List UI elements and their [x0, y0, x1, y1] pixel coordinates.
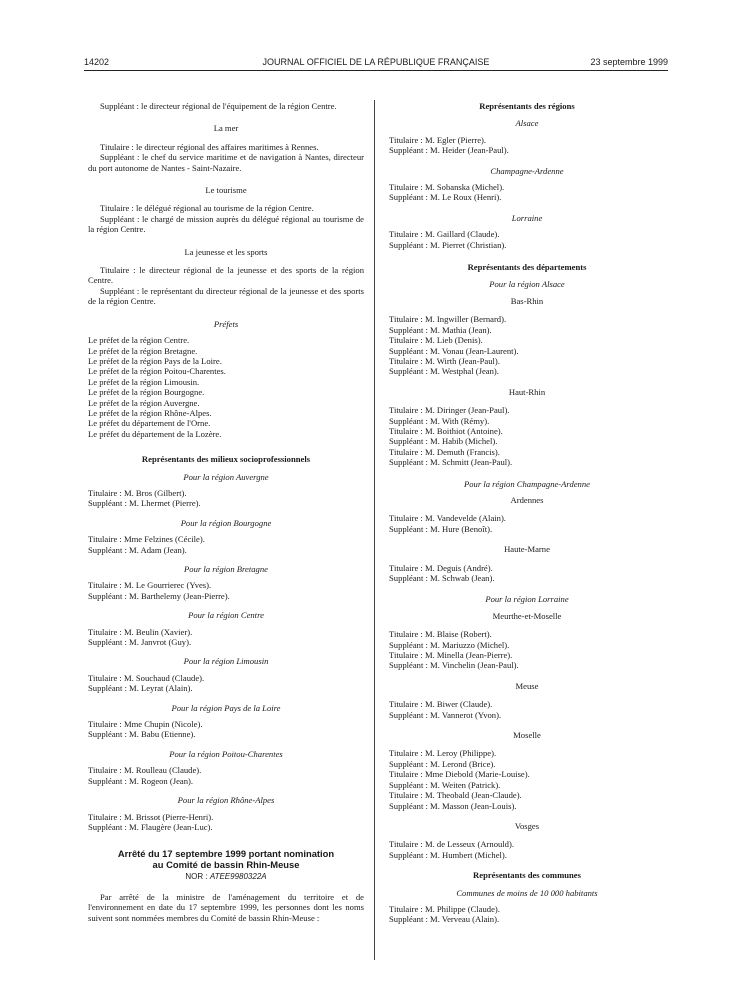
- paragraph: Titulaire : le directeur régional de la jeunesse et des sports de la région Centre.: [88, 265, 364, 286]
- list-item: Suppléant : M. Vannerot (Yvon).: [389, 709, 502, 720]
- list-item: Le préfet de la région Auvergne.: [88, 397, 200, 408]
- page-header: [84, 57, 668, 71]
- list-item: Titulaire : M. Beulin (Xavier).: [88, 626, 193, 637]
- list-item: Titulaire : M. Sobanska (Michel).: [389, 182, 505, 193]
- right-column: [389, 101, 665, 925]
- list-item: Suppléant : M. Humbert (Michel).: [389, 849, 507, 860]
- list-item: Suppléant : M. Verveau (Alain).: [389, 914, 500, 925]
- list-item: Titulaire : M. Biwer (Claude).: [389, 699, 493, 710]
- section-heading-milieux: Représentants des milieux socioprofessionnels: [141, 454, 311, 465]
- group-title: Pour la région Pays de la Loire: [171, 702, 281, 713]
- section-heading-prefets: Préfets: [213, 318, 239, 329]
- list-item: Le préfet de la région Poitou-Charentes.: [88, 366, 226, 377]
- list-item: Suppléant : M. Lerond (Brice).: [389, 758, 496, 769]
- list-item: Titulaire : M. Deguis (André).: [389, 562, 493, 573]
- list-item: Suppléant : M. Mariuzzo (Michel).: [389, 639, 510, 650]
- department-name: Haut-Rhin: [508, 386, 546, 397]
- list-item: Titulaire : M. Blaise (Robert).: [389, 629, 492, 640]
- left-column: [88, 101, 364, 923]
- list-item: Suppléant : M. Heider (Jean-Paul).: [389, 145, 509, 156]
- paragraph: Suppléant : le chef du service maritime et de navigation à Nantes, directeur du port autonome de Nantes - Saint-Nazaire.: [88, 152, 364, 173]
- list-item: Titulaire : M. Le Gourrierec (Yves).: [88, 580, 212, 591]
- department-name: Vosges: [514, 820, 540, 831]
- list-item: Titulaire : Mme Felzines (Cécile).: [88, 534, 205, 545]
- list-item: Suppléant : M. Babu (Etienne).: [88, 729, 196, 740]
- list-item: Titulaire : M. Souchaud (Claude).: [88, 672, 205, 683]
- list-item: Le préfet de la région Bretagne.: [88, 345, 198, 356]
- section-heading-mer: La mer: [213, 123, 239, 134]
- nor-code: ATEE9980322A: [209, 872, 267, 882]
- department-name: Haute-Marne: [504, 544, 550, 555]
- list-item: Suppléant : M. Janvrot (Guy).: [88, 637, 192, 648]
- intro-paragraph: Suppléant : le directeur régional de l'équipement de la région Centre.: [100, 101, 337, 111]
- list-item: Titulaire : M. Leroy (Philippe).: [389, 748, 497, 759]
- list-item: Titulaire : Mme Chupin (Nicole).: [88, 719, 203, 730]
- list-item: Suppléant : M. Vinchelin (Jean-Paul).: [389, 660, 519, 671]
- list-item: Titulaire : M. Bros (Gilbert).: [88, 487, 187, 498]
- group-title: Communes de moins de 10 000 habitants: [456, 887, 598, 898]
- department-name: Meurthe-et-Moselle: [492, 610, 562, 621]
- list-item: Titulaire : M. Demuth (Francis).: [389, 446, 500, 457]
- group-title: Pour la région Rhône-Alpes: [177, 795, 275, 806]
- arrete-title-line: Arrêté du 17 septembre 1999 portant nomination: [117, 848, 335, 860]
- page-number: 14202: [84, 57, 110, 67]
- section-heading-regions: Représentants des régions: [479, 101, 575, 111]
- arrete-body: Par arrêté de la ministre de l'aménagement du territoire et de l'environnement en date du 17 septembre 1999, les personnes dont les noms suivent sont nommées membres du Comité de bassin Rhin-Meuse :: [88, 891, 364, 923]
- group-title: Pour la région Alsace: [489, 279, 565, 290]
- list-item: Le préfet de la région Centre.: [88, 335, 190, 346]
- paragraph: Suppléant : le représentant du directeur régional de la jeunesse et des sports de la région Centre.: [88, 285, 364, 307]
- list-item: Titulaire : M. Lieb (Denis).: [389, 335, 483, 346]
- issue-date: 23 septembre 1999: [590, 57, 668, 67]
- list-item: Suppléant : M. Le Roux (Henri).: [389, 192, 502, 203]
- paragraph: Suppléant : le chargé de mission auprès du délégué régional au tourisme de la région Centre.: [88, 213, 364, 235]
- group-title: Lorraine: [511, 212, 543, 223]
- list-item: Titulaire : M. Roulleau (Claude).: [88, 765, 202, 776]
- list-item: Titulaire : M. Brissot (Pierre-Henri).: [88, 811, 214, 822]
- list-item: Suppléant : M. Masson (Jean-Louis).: [389, 800, 517, 811]
- list-item: Titulaire : M. de Lesseux (Arnould).: [389, 839, 514, 850]
- header-rule: [84, 70, 668, 71]
- list-item: Suppléant : M. Mathia (Jean).: [389, 324, 492, 335]
- list-item: Suppléant : M. Westphal (Jean).: [389, 366, 499, 377]
- list-item: Suppléant : M. Schwab (Jean).: [389, 573, 495, 583]
- department-name: Bas-Rhin: [510, 295, 544, 306]
- department-name: Moselle: [513, 730, 541, 741]
- group-title: Pour la région Centre: [188, 610, 264, 621]
- list-item: Titulaire : Mme Diebold (Marie-Louise).: [389, 769, 530, 780]
- list-item: Titulaire : M. Boithiot (Antoine).: [389, 425, 503, 436]
- arrete-title-line: au Comité de bassin Rhin-Meuse: [152, 859, 300, 871]
- list-item: Le préfet de la région Bourgogne.: [88, 387, 205, 398]
- column-divider: [374, 100, 375, 960]
- list-item: Le préfet du département de la Lozère.: [88, 428, 222, 439]
- list-item: Suppléant : M. Leyrat (Alain).: [88, 683, 193, 694]
- journal-title: JOURNAL OFFICIEL DE LA RÉPUBLIQUE FRANÇAISE: [262, 57, 490, 67]
- section-heading-tourisme: Le tourisme: [205, 185, 247, 196]
- list-item: Le préfet de la région Rhône-Alpes.: [88, 407, 212, 418]
- list-item: Titulaire : M. Gaillard (Claude).: [389, 229, 500, 240]
- list-item: Titulaire : M. Diringer (Jean-Paul).: [389, 405, 510, 416]
- nor-reference: [88, 872, 364, 882]
- list-item: Titulaire : M. Philippe (Claude).: [389, 903, 500, 914]
- group-title: Pour la région Champagne-Ardenne: [464, 478, 590, 489]
- list-item: Suppléant : M. Schmitt (Jean-Paul).: [389, 457, 513, 468]
- department-name: Ardennes: [510, 494, 544, 505]
- list-item: Le préfet du département de l'Orne.: [88, 418, 211, 429]
- list-item: Suppléant : M. Weiten (Patrick).: [389, 779, 501, 790]
- list-item: Suppléant : M. Pierret (Christian).: [389, 239, 507, 250]
- list-item: Titulaire : M. Theobald (Jean-Claude).: [389, 790, 522, 801]
- list-item: Titulaire : M. Egler (Pierre).: [389, 134, 487, 145]
- group-title: Alsace: [515, 118, 539, 129]
- group-title: Pour la région Limousin: [183, 656, 269, 667]
- list-item: Suppléant : M. Barthelemy (Jean-Pierre).: [88, 590, 230, 601]
- nor-label: NOR :: [185, 872, 210, 882]
- group-title: Pour la région Auvergne: [183, 471, 269, 482]
- list-item: Titulaire : M. Ingwiller (Bernard).: [389, 314, 507, 325]
- list-item: Titulaire : M. Vandevelde (Alain).: [389, 513, 506, 524]
- paragraph: Titulaire : le directeur régional des affaires maritimes à Rennes.: [100, 141, 319, 152]
- group-title: Pour la région Poitou-Charentes: [169, 748, 283, 759]
- section-heading-departements: Représentants des départements: [467, 262, 587, 273]
- paragraph: Titulaire : le délégué régional au tourisme de la région Centre.: [100, 203, 314, 214]
- list-item: Le préfet de la région Limousin.: [88, 376, 200, 387]
- list-item: Le préfet de la région Pays de la Loire.: [88, 355, 222, 366]
- list-item: Suppléant : M. Rogeon (Jean).: [88, 775, 194, 786]
- arrete-title: [88, 848, 364, 870]
- section-heading-communes: Représentants des communes: [473, 870, 581, 881]
- list-item: Titulaire : M. Minella (Jean-Pierre).: [389, 650, 513, 661]
- list-item: Suppléant : M. Flaugère (Jean-Luc).: [88, 821, 213, 832]
- list-item: Titulaire : M. Wirth (Jean-Paul).: [389, 355, 500, 366]
- list-item: Suppléant : M. Adam (Jean).: [88, 544, 187, 555]
- group-title: Champagne-Ardenne: [490, 165, 564, 176]
- department-name: Meuse: [515, 680, 539, 691]
- group-title: Pour la région Bourgogne: [180, 517, 272, 528]
- group-title: Pour la région Lorraine: [485, 594, 569, 605]
- list-item: Suppléant : M. With (Rémy).: [389, 415, 490, 426]
- list-item: Suppléant : M. Vonau (Jean-Laurent).: [389, 345, 519, 356]
- group-title: Pour la région Bretagne: [184, 564, 268, 574]
- section-heading-jeunesse: La jeunesse et les sports: [184, 246, 268, 257]
- list-item: Suppléant : M. Hure (Benoît).: [389, 523, 493, 534]
- list-item: Suppléant : M. Habib (Michel).: [389, 436, 498, 447]
- list-item: Suppléant : M. Lhermet (Pierre).: [88, 498, 201, 509]
